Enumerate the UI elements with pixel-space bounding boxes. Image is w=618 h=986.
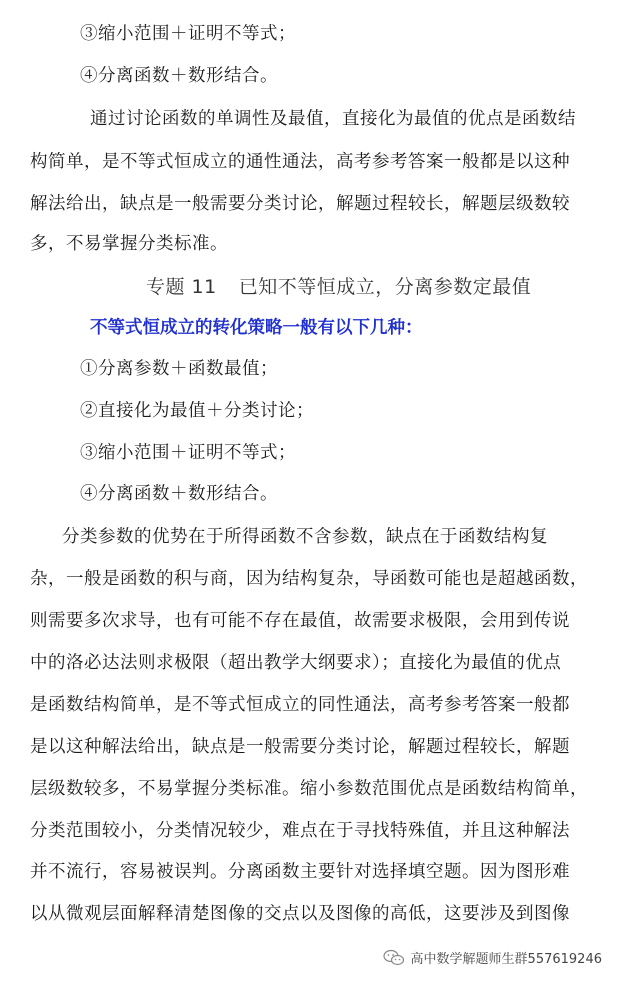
intro-list-item: ④分离函数＋数形结合。: [80, 66, 278, 86]
watermark-text: 高中数学解题师生群557619246: [410, 952, 602, 967]
paragraph-line: 以从微观层面解释清楚图像的交点以及图像的高低，这要涉及到图像: [30, 904, 570, 924]
paragraph-line: 构简单，是不等式恒成立的通性通法，高考参考答案一般都是以这种: [30, 152, 570, 172]
paragraph-line: 通过讨论函数的单调性及最值，直接化为最值的优点是函数结: [90, 109, 576, 129]
paragraph-line: 中的洛必达法则求极限（超出教学大纲要求）；直接化为最值的优点: [30, 653, 562, 673]
strategy-heading: 不等式恒成立的转化策略一般有以下几种：: [90, 318, 423, 338]
paragraph-line: 分类范围较小，分类情况较少，难点在于寻找特殊值，并且这种解法: [30, 821, 570, 841]
paragraph-line: 层级数较多，不易掌握分类标准。缩小参数范围优点是函数结构简单，: [30, 779, 588, 799]
strategy-list-item: ④分离函数＋数形结合。: [80, 484, 278, 504]
paragraph-line: 杂，一般是函数的积与商，因为结构复杂，导函数可能也是超越函数，: [30, 569, 588, 589]
strategy-list-item: ②直接化为最值＋分类讨论；: [80, 401, 314, 421]
section-title: 已知不等恒成立，分离参数定最值: [238, 276, 532, 298]
watermark: [383, 948, 602, 967]
paragraph-line: 解法给出，缺点是一般需要分类讨论，解题过程较长，解题层级数较: [30, 194, 570, 214]
paragraph-line: 分类参数的优势在于所得函数不含参数，缺点在于函数结构复: [62, 527, 548, 547]
paragraph-line: 是函数结构简单，是不等式恒成立的同性通法，高考参考答案一般都: [30, 695, 570, 715]
strategy-list-item: ①分离参数＋函数最值；: [80, 359, 278, 379]
paragraph-line: 则需要多次求导，也有可能不存在最值，故需要求极限，会用到传说: [30, 611, 570, 631]
section-heading: [146, 272, 531, 299]
paragraph-line: 并不流行，容易被误判。分离函数主要针对选择填空题。因为图形难: [30, 862, 570, 882]
paragraph-line: 是以这种解法给出，缺点是一般需要分类讨论，解题过程较长，解题: [30, 737, 570, 757]
paragraph-line: 多，不易掌握分类标准。: [30, 234, 228, 254]
section-number: 专题 11: [146, 276, 217, 298]
intro-list-item: ③缩小范围＋证明不等式；: [80, 24, 296, 44]
wechat-icon: [383, 949, 405, 967]
strategy-list-item: ③缩小范围＋证明不等式；: [80, 443, 296, 463]
